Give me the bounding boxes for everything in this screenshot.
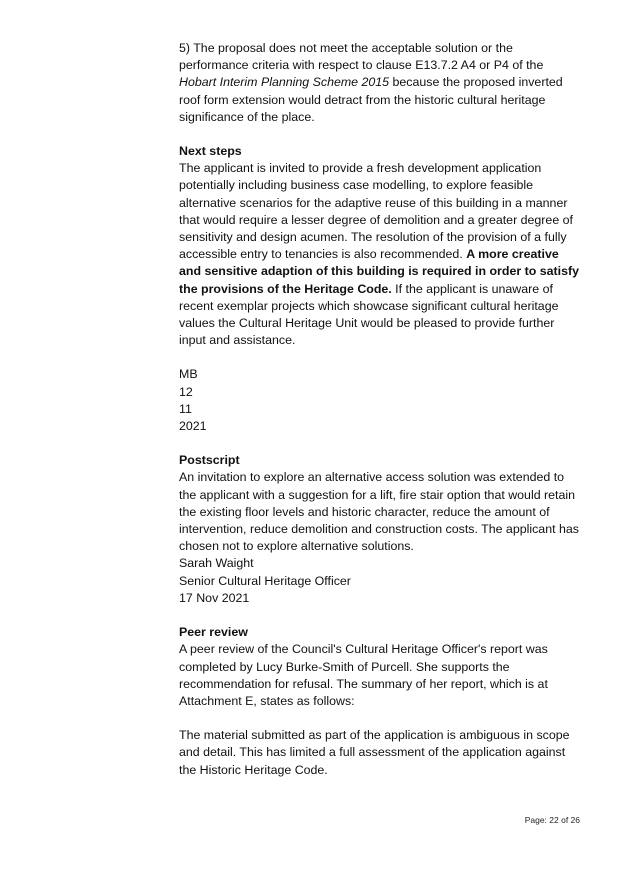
document-body [179,40,579,779]
next-steps-text-2: If the applicant is unaware of recent exemplar projects which showcase significant cultural heritage values the Cultural Heritage Unit would be pleased to provide further input and assistance. [179,281,559,348]
spacer [179,710,579,727]
page-number: Page: 22 of 26 [524,815,580,825]
postscript-heading: Postscript [179,453,240,468]
postscript-paragraph: An invitation to explore an alternative access solution was extended to the applicant with a suggestion for a lift, fire stair option that would retain the existing floor levels and historic character, reduce the amount of intervention, reduce demolition and construction costs. The applicant has chosen not to explore alternative solutions. [179,470,579,554]
peer-review-heading: Peer review [179,625,248,640]
peer-review-quote: The material submitted as part of the application is ambiguous in scope and detail. This has limited a full assessment of the application against the Historic Heritage Code. [179,728,570,777]
spacer [179,435,579,452]
reason-5-paragraph [179,40,579,126]
signoff-year: 2021 [179,419,207,434]
postscript-author-name: Sarah Waight [179,556,254,571]
next-steps-heading: Next steps [179,144,242,159]
postscript-author-title: Senior Cultural Heritage Officer [179,573,351,588]
signoff-initials: MB [179,367,198,382]
signoff-day: 12 [179,384,193,399]
spacer [179,349,579,366]
next-steps-bold-text: A more creative and sensitive adaption of this building is required in order to satisfy the provisions of the Heritage Code. [179,247,579,296]
spacer [179,607,579,624]
planning-scheme-name: Hobart Interim Planning Scheme 2015 [179,75,390,90]
next-steps-paragraph [179,160,579,349]
postscript-date: 17 Nov 2021 [179,590,250,605]
reason-5-text-2: because the proposed inverted roof form extension would detract from the historic cultural heritage significance of the place. [179,75,563,124]
peer-review-paragraph: A peer review of the Council's Cultural Heritage Officer's report was completed by Lucy Burke-Smith of Purcell. She supports the recommendation for refusal. The summary of her report, which is at Attachment E, states as follows: [179,642,548,708]
signoff-month: 11 [179,401,192,416]
next-steps-text-1: The applicant is invited to provide a fresh development application potentially including business case modelling, to explore feasible alternative scenarios for the adaptive reuse of this building in a manner that would require a lesser degree of demolition and a greater degree of sensitivity and design acumen. The resolution of the provision of a fully accessible entry to tenancies is also recommended. [179,161,573,262]
spacer [179,126,579,143]
reason-5-text-1: 5) The proposal does not meet the acceptable solution or the performance criteria with respect to clause E13.7.2 A4 or P4 of the [179,41,544,73]
